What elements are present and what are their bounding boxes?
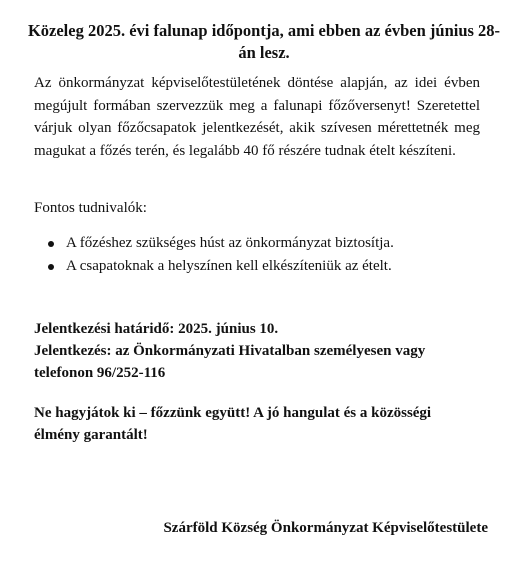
- note-text: A főzéshez szükséges húst az önkormányzat biztosítja.: [66, 235, 394, 251]
- note-text: A csapatoknak a helyszínen kell elkészíteniük az ételt.: [66, 258, 392, 274]
- bullet-icon: [48, 264, 54, 270]
- bullet-icon: [48, 241, 54, 247]
- notes-list: [34, 232, 394, 278]
- intro-paragraph: Az önkormányzat képviselőtestületének döntése alapján, az idei évben megújult formában szervezzük meg a falunapi főzőversenyt! Szeretettel várjuk olyan főzőcsapatok jelentkezését, akik szívesen mérettetnék meg magukat a főzés terén, és legalább 40 fő részére tudnak ételt készíteni.: [34, 75, 480, 159]
- notes-heading: Fontos tudnivalók:: [34, 200, 147, 216]
- page-title: Közeleg 2025. évi falunap időpontja, ami ebben az évben június 28-án lesz.: [27, 21, 501, 62]
- registration-text: Jelentkezés: az Önkormányzati Hivatalban személyesen vagy telefonon 96/252-116: [34, 343, 426, 381]
- signature: Szárföld Község Önkormányzat Képviselőtestülete: [163, 520, 488, 536]
- list-item: [34, 232, 394, 255]
- list-item: [34, 255, 394, 278]
- closing-text: Ne hagyjátok ki – főzzünk együtt! A jó hangulat és a közösségi élmény garantált!: [34, 405, 432, 443]
- deadline-text: Jelentkezési határidő: 2025. június 10.: [34, 321, 279, 337]
